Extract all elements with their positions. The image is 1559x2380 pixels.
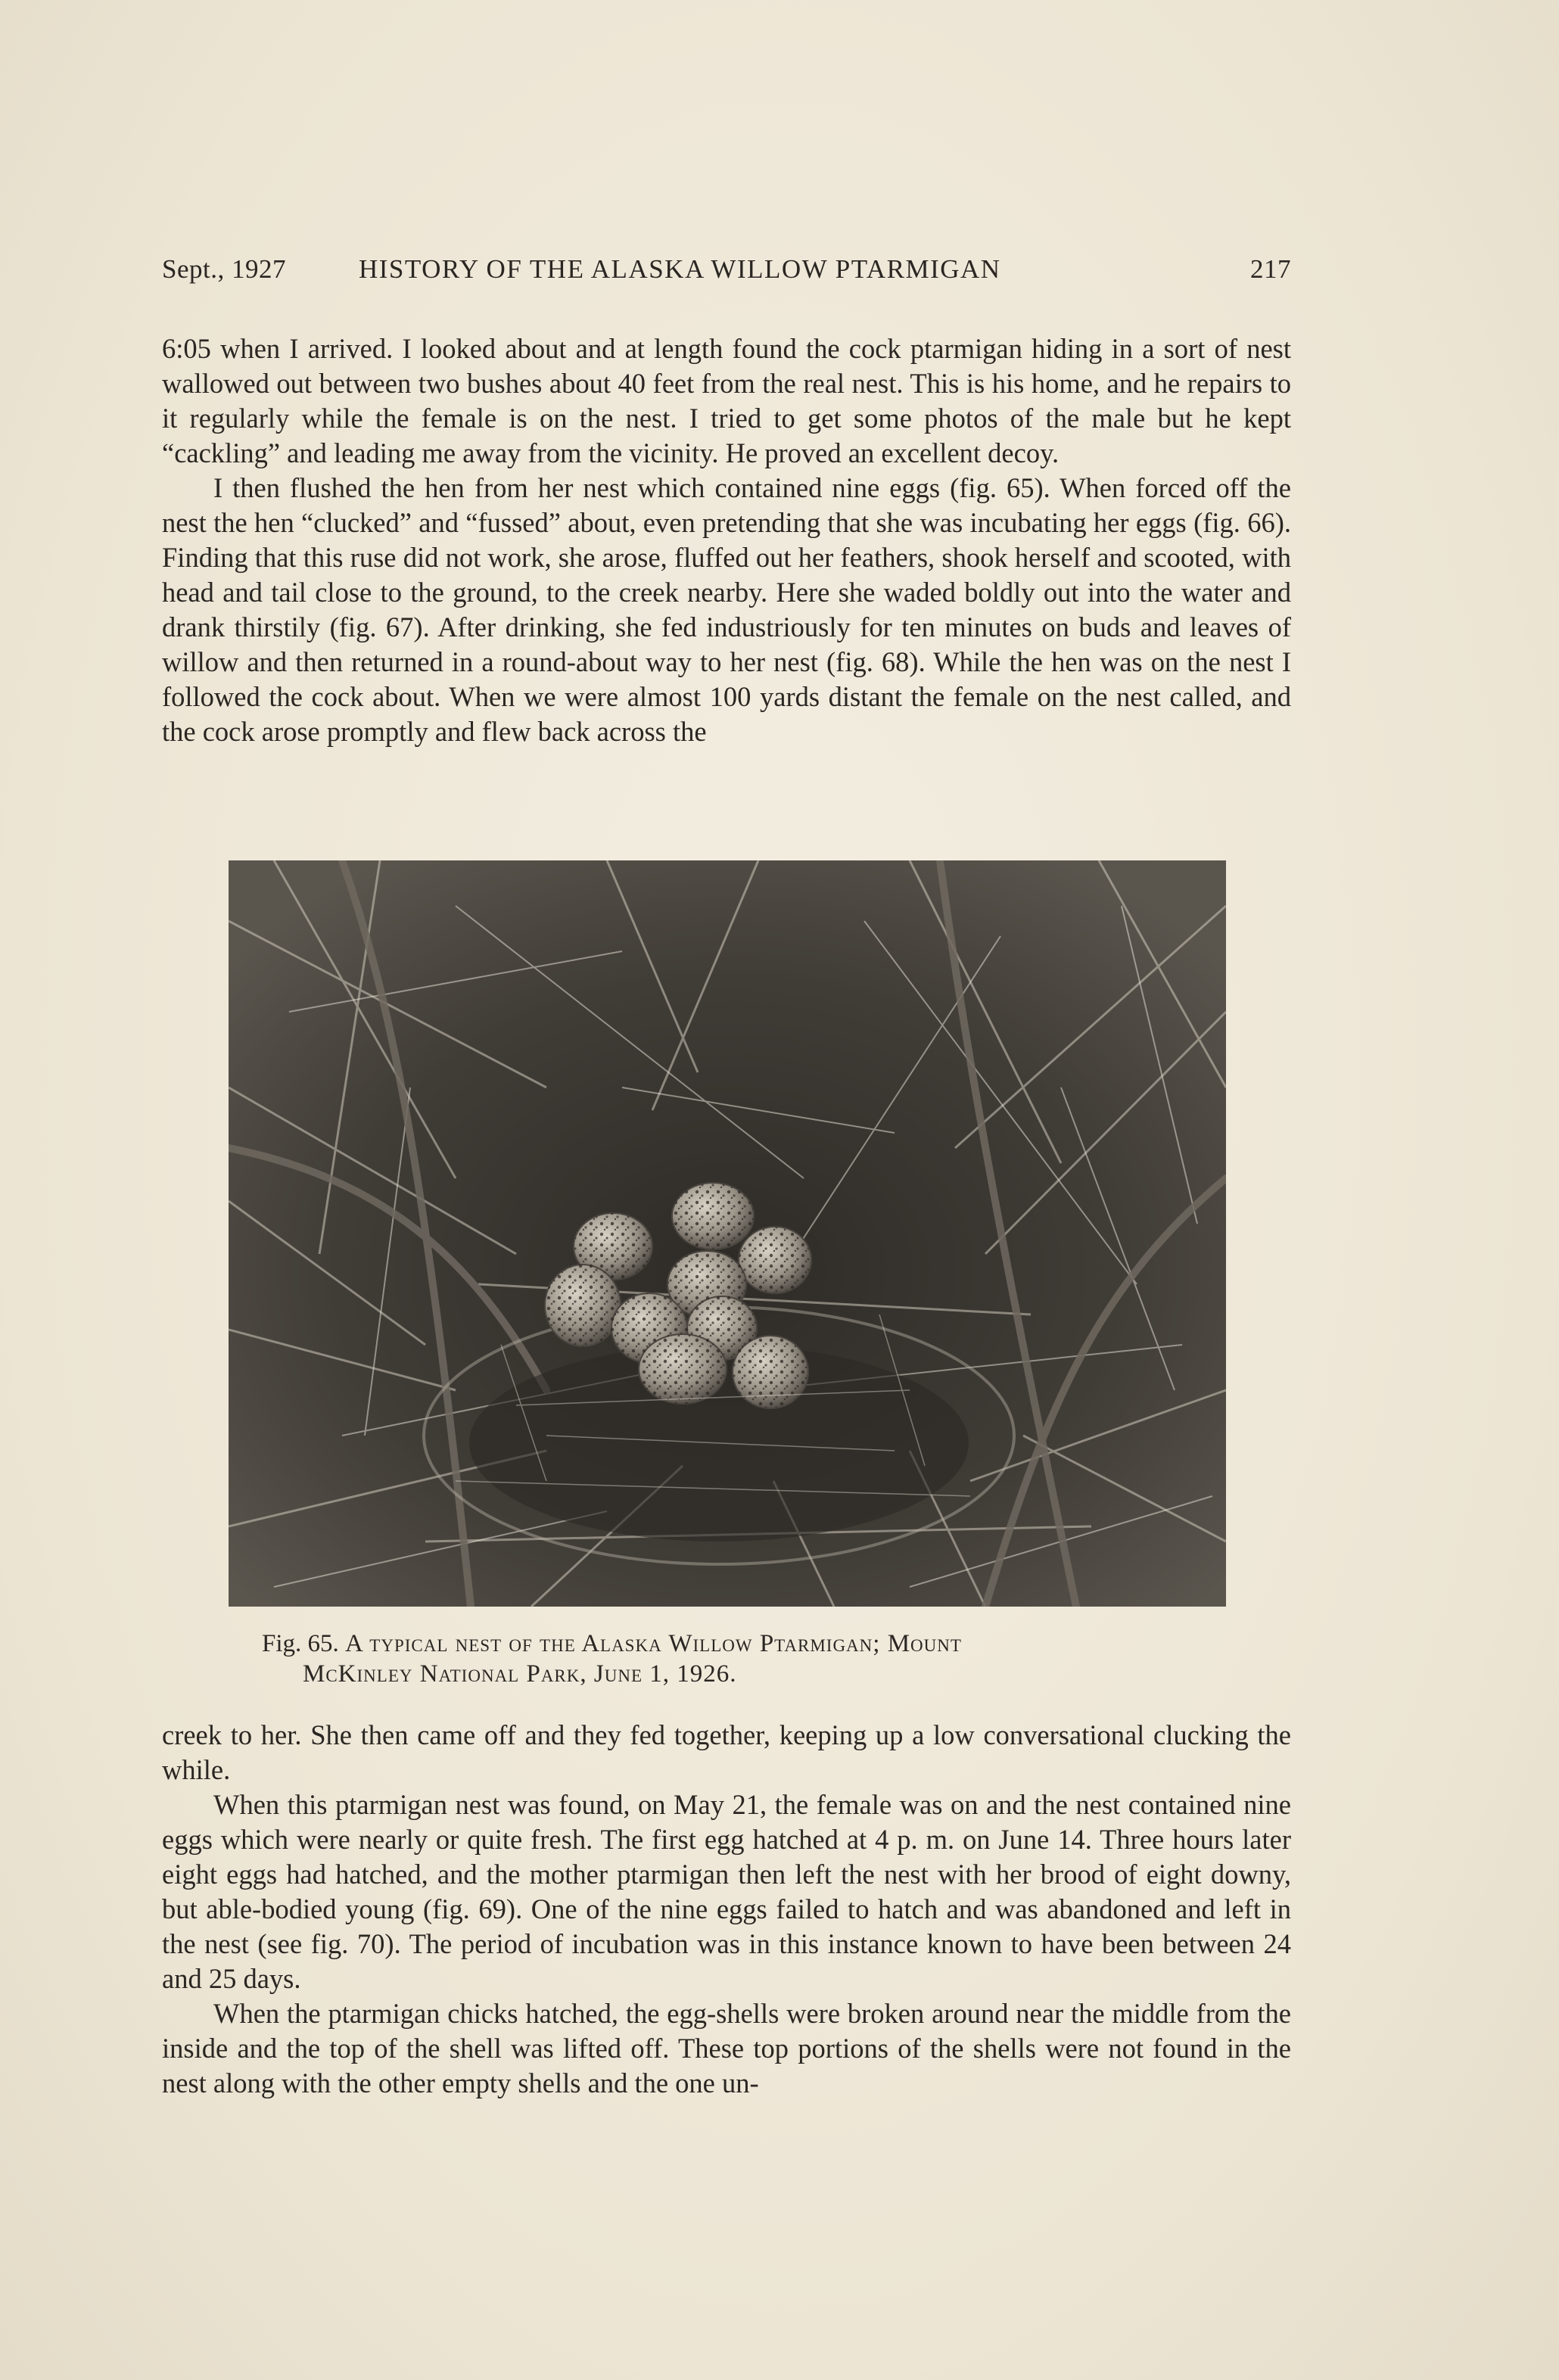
figure-caption: [262, 1629, 1246, 1689]
body-text-bottom: [162, 1718, 1291, 2101]
paragraph: When the ptarmigan chicks hatched, the egg-shells were broken around near the middle from the inside and the top of the shell was lifted off. These top portions of the shells were not found in the nest along with the other empty shells and the one un-: [162, 1998, 1291, 2098]
paragraph: creek to her. She then came off and they fed together, keeping up a low conversational clucking the while.: [162, 1719, 1291, 1785]
body-text-top: [162, 331, 1291, 749]
nest-photograph: [229, 860, 1226, 1607]
header-date: Sept., 1927: [162, 254, 286, 284]
page-number: 217: [1250, 254, 1291, 284]
paragraph: When this ptarmigan nest was found, on May 21, the female was on and the nest contained nine eggs which were nearly or quite fresh. The first egg hatched at 4 p. m. on June 14. Three hours later eight eggs had hatched, and the mother ptarmigan then left the nest with her brood of eight downy, but able-bodied young (fig. 69). One of the nine eggs failed to hatch and was abandoned and left in the nest (see fig. 70). The period of incubation was in this instance known to have been between 24 and 25 days.: [162, 1789, 1291, 1994]
caption-line-1: A typical nest of the Alaska Willow Ptarmigan; Mount: [345, 1630, 962, 1657]
figure-label: Fig. 65.: [262, 1630, 339, 1657]
caption-line-2: McKinley National Park, June 1, 1926.: [303, 1660, 737, 1688]
nest-photo-illustration: [229, 860, 1226, 1607]
header-title: HISTORY OF THE ALASKA WILLOW PTARMIGAN: [359, 254, 1001, 284]
paragraph: 6:05 when I arrived. I looked about and at length found the cock ptarmigan hiding in a sort of nest wallowed out between two bushes about 40 feet from the real nest. This is his home, and he repairs to it regularly while the female is on the nest. I tried to get some photos of the male but he kept “cackling” and leading me away from the vicinity. He proved an excellent decoy.: [162, 333, 1291, 468]
paragraph: I then flushed the hen from her nest which contained nine eggs (fig. 65). When forced off the nest the hen “clucked” and “fussed” about, even pretending that she was incubating her eggs (fig. 66). Finding that this ruse did not work, she arose, fluffed out her feathers, shook herself and scooted, with head and tail close to the ground, to the creek nearby. Here she waded boldly out into the water and drank thirstily (fig. 67). After drinking, she fed industriously for ten minutes on buds and leaves of willow and then returned in a round-about way to her nest (fig. 68). While the hen was on the nest I followed the cock about. When we were almost 100 yards distant the female on the nest called, and the cock arose promptly and flew back across the: [162, 472, 1291, 747]
running-header: [162, 254, 1291, 292]
